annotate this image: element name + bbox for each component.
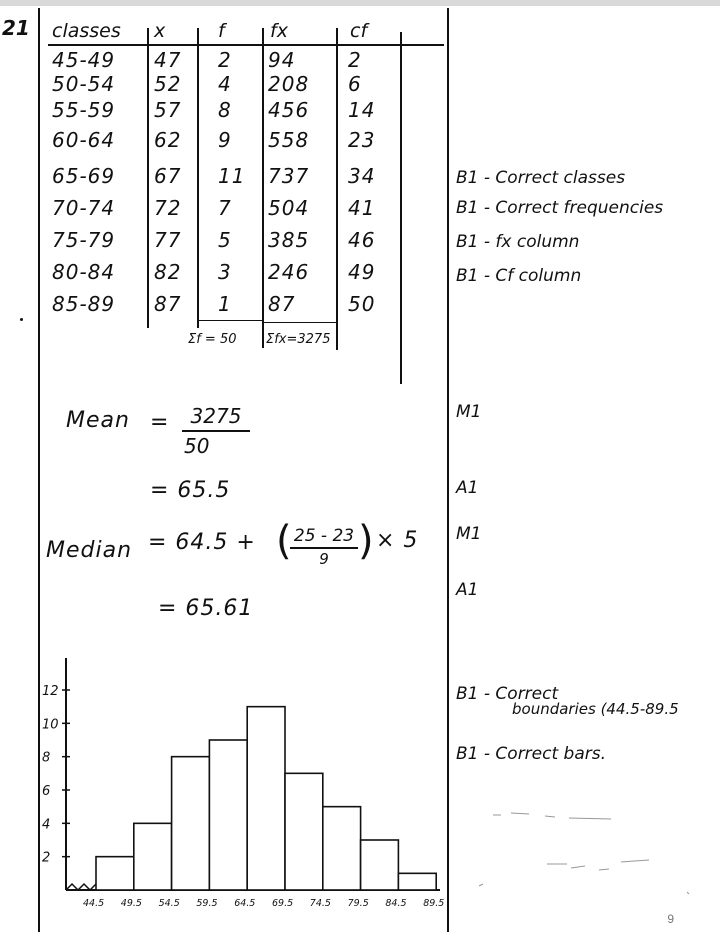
table-cell: 558	[268, 128, 310, 152]
histogram-bar	[209, 740, 247, 890]
table-cell: 5	[218, 228, 232, 252]
mark-frequencies: B1 - Correct frequencies	[456, 198, 664, 218]
median-post: × 5	[376, 528, 419, 553]
table-cell: 72	[154, 196, 182, 220]
histogram-bar	[361, 840, 399, 890]
x-tick-label: 74.5	[309, 898, 331, 909]
table-col-rule	[336, 28, 338, 350]
table-cell: 7	[218, 196, 232, 220]
table-cell: 60-64	[52, 128, 116, 152]
histogram-bar	[285, 773, 323, 890]
table-header-rule	[48, 44, 444, 46]
scan-marks	[449, 800, 719, 920]
table-cell: 41	[348, 196, 376, 220]
mean-numerator: 3275	[190, 404, 242, 428]
y-tick-label: 4	[42, 817, 51, 833]
median-label: Median	[46, 538, 133, 563]
x-tick-label: 44.5	[83, 898, 105, 909]
table-cell: 1	[218, 292, 232, 316]
table-cell: 85-89	[52, 292, 116, 316]
histogram-bar	[247, 707, 285, 890]
table-cell: 2	[218, 48, 232, 72]
table-cell: 87	[154, 292, 182, 316]
histogram-bar	[134, 823, 172, 890]
table-cell: 80-84	[52, 260, 116, 284]
x-tick-label: 64.5	[234, 898, 256, 909]
table-cell: 8	[218, 98, 232, 122]
histogram-bar	[172, 757, 210, 890]
table-cell: 50	[348, 292, 376, 316]
table-cell: 737	[268, 164, 310, 188]
histogram	[0, 650, 446, 920]
x-tick-label: 89.5	[423, 898, 445, 909]
table-header-4: cf	[350, 20, 368, 42]
table-cell: 385	[268, 228, 310, 252]
table-cell: 14	[348, 98, 376, 122]
histogram-bar	[398, 873, 436, 890]
table-cell: 82	[154, 260, 182, 284]
x-tick-label: 69.5	[272, 898, 294, 909]
table-cell: 456	[268, 98, 310, 122]
mean-result: = 65.5	[150, 478, 231, 503]
table-cell: 70-74	[52, 196, 116, 220]
x-tick-label: 59.5	[196, 898, 218, 909]
table-cell: 52	[154, 72, 182, 96]
median-open-paren: (	[276, 518, 292, 564]
median-close-paren: )	[358, 518, 374, 564]
median-pre: = 64.5 +	[148, 530, 256, 555]
mark-cf-column: B1 - Cf column	[456, 266, 582, 286]
table-header-1: x	[154, 20, 166, 42]
mark-median-answer: A1	[456, 580, 479, 600]
table-cell: 75-79	[52, 228, 116, 252]
margin-tick	[20, 318, 23, 321]
x-tick-label: 49.5	[120, 898, 142, 909]
mean-denominator: 50	[184, 434, 210, 458]
table-cell: 9	[218, 128, 232, 152]
mark-boundaries: B1 - Correct	[456, 684, 559, 704]
x-tick-label: 79.5	[347, 898, 369, 909]
mean-fraction-bar	[182, 430, 250, 432]
table-header-3: fx	[270, 20, 288, 42]
top-bar	[0, 0, 720, 6]
histogram-bar	[323, 807, 361, 890]
table-cell: 4	[218, 72, 232, 96]
mark-classes: B1 - Correct classes	[456, 168, 626, 188]
median-fraction-bar	[290, 547, 358, 549]
mark-mean-answer: A1	[456, 478, 479, 498]
table-cell: 65-69	[52, 164, 116, 188]
table-cell: 208	[268, 72, 310, 96]
table-col-rule	[147, 28, 149, 328]
right-margin-line	[447, 8, 449, 932]
mark-boundaries-detail: boundaries (44.5-89.5	[512, 700, 679, 718]
table-col-rule	[400, 32, 402, 384]
table-cell: 67	[154, 164, 182, 188]
table-cell: 94	[268, 48, 296, 72]
mark-bars: B1 - Correct bars.	[456, 744, 607, 764]
table-cell: 57	[154, 98, 182, 122]
table-cell: 2	[348, 48, 362, 72]
table-header-2: f	[218, 20, 225, 42]
mean-label: Mean	[66, 408, 130, 433]
total-fx: Σfx=3275	[266, 332, 331, 347]
mark-mean-method: M1	[456, 402, 482, 422]
mean-equals: =	[150, 410, 170, 435]
table-cell: 23	[348, 128, 376, 152]
table-cell: 77	[154, 228, 182, 252]
table-cell: 3	[218, 260, 232, 284]
table-cell: 11	[218, 164, 246, 188]
median-fraction	[288, 526, 360, 568]
question-number: 21	[2, 16, 30, 40]
table-cell: 45-49	[52, 48, 116, 72]
table-cell: 87	[268, 292, 296, 316]
totals-underline	[262, 322, 336, 323]
mean-fraction	[178, 404, 254, 458]
table-col-rule	[197, 28, 199, 328]
mark-median-method: M1	[456, 524, 482, 544]
total-frequency: Σf = 50	[188, 332, 237, 347]
page-number: 9	[667, 912, 674, 926]
y-tick-label: 6	[42, 784, 51, 799]
table-cell: 55-59	[52, 98, 116, 122]
x-tick-label: 54.5	[158, 898, 180, 909]
median-denominator: 9	[319, 550, 329, 568]
median-result: = 65.61	[158, 596, 254, 621]
table-header-0: classes	[52, 20, 121, 42]
y-tick-label: 2	[42, 850, 51, 866]
table-cell: 49	[348, 260, 376, 284]
table-cell: 246	[268, 260, 310, 284]
table-cell: 62	[154, 128, 182, 152]
y-tick-label: 8	[42, 750, 51, 766]
y-tick-label: 10	[42, 717, 59, 733]
y-tick-label: 12	[42, 684, 59, 699]
table-cell: 34	[348, 164, 376, 188]
table-cell: 47	[154, 48, 182, 72]
table-cell: 50-54	[52, 72, 116, 96]
totals-underline	[197, 320, 263, 321]
x-tick-label: 84.5	[385, 898, 407, 909]
table-cell: 6	[348, 72, 362, 96]
mark-fx-column: B1 - fx column	[456, 232, 580, 252]
histogram-bar	[96, 857, 134, 890]
table-col-rule	[262, 28, 264, 348]
table-cell: 504	[268, 196, 310, 220]
median-numerator: 25 - 23	[293, 526, 355, 546]
table-cell: 46	[348, 228, 376, 252]
